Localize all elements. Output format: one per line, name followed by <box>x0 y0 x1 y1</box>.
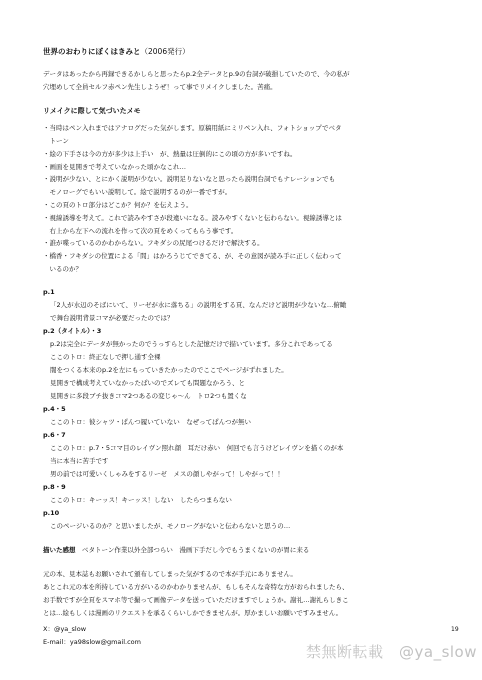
contact-email: E-mail：ya98slow@gmail.com <box>43 638 141 646</box>
memo-line: ・橋香・フキダシの位置による「間」はかろうじてできてる、が、その意図が読み手に正しく伝わって <box>43 252 342 260</box>
watermark: 禁無断転載 @ya_slow <box>306 643 477 661</box>
page-title <box>43 46 190 57</box>
memo-line: トーン <box>43 137 69 145</box>
note-label: p.8・9 <box>43 483 66 491</box>
memo-line: ・視線誘導を考えて。これで読みやすさが段違いになる。読みやすくないと伝わらない。視線誘導とは <box>43 214 342 222</box>
note-line: ここのトロ：キーッス！キーッス！しない したらつまらない <box>50 496 232 504</box>
memo-line: ・この頁のトロ部分はどこか？何か？を伝えよう。 <box>43 201 193 209</box>
memo-line: モノローグでもいい説明して。絵で説明するのが一番ですが。 <box>43 188 232 196</box>
contact-x: X：@ya_slow <box>43 625 87 633</box>
note-label: p.6・7 <box>43 431 66 439</box>
closing-line: とは…絵もしくは漫画のリクエストを承るくらいしかできませんが。厚かましいお願いですみません。 <box>43 609 343 617</box>
note-label: p.2（タイトル）・3 <box>43 327 102 335</box>
title-note: （2006発行） <box>140 47 190 56</box>
memo-line: 右上から左下への流れを作って次の頁をめくってもらう事です。 <box>43 227 238 235</box>
closing-line: 元の本、見本誌もお願いされて頒布してしまった気がするので本が手元にありません。 <box>43 570 297 578</box>
memo-heading: リメイクに際して気づいたメモ <box>43 107 141 115</box>
note-line: 見開きで構成考えていなかったぱいのでズレても問題なかろう、と <box>50 379 245 387</box>
note-line: 当に本当に苦手です <box>50 457 109 465</box>
note-line: で舞台説明背景コマが必要だったのでは？ <box>50 314 174 322</box>
note-line: p.2は完全にデータが無かったのでうっすらとした記憶だけで描いています。多分これであってる <box>50 340 333 348</box>
memo-line: ・画面を見開きで考えていなかった頃かなこれ… <box>43 163 186 171</box>
impression <box>43 545 309 554</box>
note-line: 闇をつくる本来のp.2を左にもっていきたかったのでここでページがずれました。 <box>50 366 288 374</box>
note-line: このページいるのか？と思いましたが、モノローグがないと伝わらないと思うの… <box>50 522 291 530</box>
note-line: ここのトロ：終正なしで押し通す全裸 <box>50 353 161 361</box>
note-line: 「2人が水辺のそばにいて、リーゼが水に落ちる」の説明をする頁、なんだけど説明が少ないな…俯瞰 <box>50 301 347 309</box>
intro-line-1: データはあったから再録できるかしらと思ったらp.2全データとp.9の台詞が破損していたので、今の私が <box>43 70 350 78</box>
note-line: 見開きに多段ブチ抜きコマ2つあるの変じゃ～ん トロ2つも置くな <box>50 392 247 400</box>
note-line: 男の前では可愛いくしゃみをするリーゼ メスの顔しやがって！しやがって！！ <box>50 470 284 478</box>
closing-line: あとこれ元の本を所持している方がいるのかわかりませんが、もしもそんな奇特な方がおられましたら、 <box>43 583 349 591</box>
note-line: ここのトロ：p.7・5コマ目のレイヴン照れ顔 耳だけ赤い 何回でも言うけどレイヴンを描くのが本 <box>50 444 344 452</box>
title-text: 世界のおわりにぼくはきみと <box>43 47 141 56</box>
note-line: ここのトロ：彼シャツ・ぱんつ履いていない なぜってぱんつが無い <box>50 418 251 426</box>
closing-line: お手数ですが全頁をスマホ等で撮って画像データを送っていただけますでしょうか。謝礼…謝礼らしきこ <box>43 596 349 604</box>
intro-line-2: 穴埋めして全員セルフ赤ペン先生しようぜ！って事でリメイクしました。苦痛。 <box>43 83 277 91</box>
page-number: 19 <box>451 626 459 633</box>
memo-line: ・説明が少ない、とにかく説明が少ない。説明足りないなと思ったら説明台詞でもナレーションでも <box>43 175 336 183</box>
note-label: p.10 <box>43 509 60 517</box>
note-label: p.4・5 <box>43 405 66 413</box>
memo-line: いるのか？ <box>43 265 82 273</box>
impression-text: ベタトーン作業以外全部つらい 漫画下手だし今でもうまくないのが胃に来る <box>82 546 310 554</box>
memo-line: ・誰が喋っているのかわからない。フキダシの尻尾つけるだけで解決する。 <box>43 239 264 247</box>
memo-line: ・絵の下手さは今の方が多少は上手い が、熱量は圧倒的にこの頃の方が多いですね。 <box>43 150 297 158</box>
impression-label: 描いた感想 <box>43 546 76 554</box>
memo-line: ・当時はペン入れまではアナログだった気がします。原稿用紙にミリペン入れ、フォトショップでベタ <box>43 124 342 132</box>
note-label: p.1 <box>43 288 55 296</box>
